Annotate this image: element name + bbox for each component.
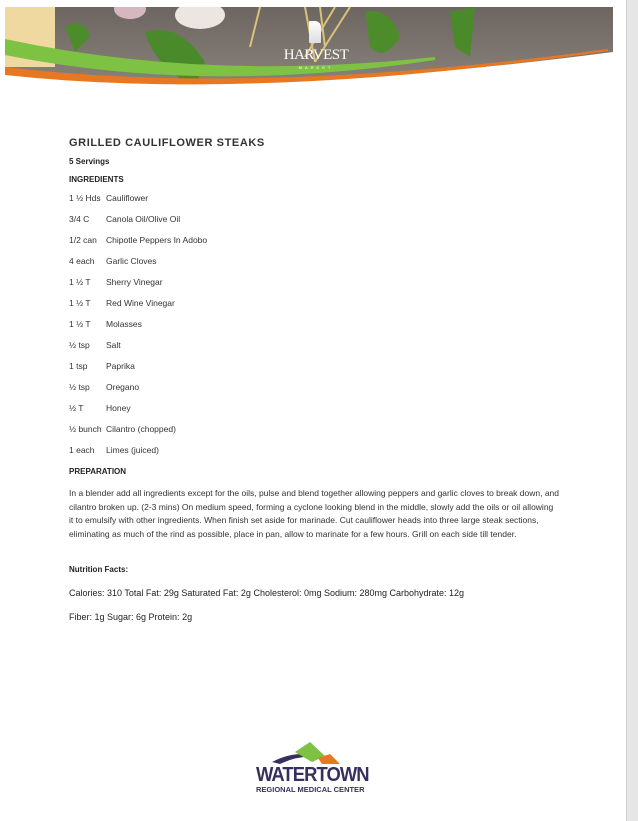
watertown-logo-text: WATERTOWN [256,764,369,786]
ingredients-heading: INGREDIENTS [69,175,124,184]
ingredient-item: Salt [106,340,121,350]
harvest-logo-text: HARVEST [283,47,349,63]
ingredient-row [69,340,121,352]
ingredient-row [69,445,159,457]
ingredient-qty: ½ tsp [69,340,90,350]
ingredient-row [69,235,207,247]
ingredient-qty: 1 each [69,445,95,455]
recipe-title: GRILLED CAULIFLOWER STEAKS [69,137,265,149]
ingredient-item: Garlic Cloves [106,256,157,266]
ingredient-item: Paprika [106,361,135,371]
ingredient-item: Honey [106,403,131,413]
ingredient-item: Red Wine Vinegar [106,298,175,308]
ingredient-qty: 1/2 can [69,235,97,245]
ingredient-qty: 1 ½ T [69,277,91,287]
ingredient-qty: ½ T [69,403,84,413]
ingredient-row [69,424,176,436]
ingredient-item: Canola Oil/Olive Oil [106,214,181,224]
ingredient-qty: 1 ½ T [69,319,91,329]
ingredient-item: Chipotle Peppers In Adobo [106,235,208,245]
ingredient-item: Cauliflower [106,193,149,203]
ingredient-row [69,214,180,226]
preparation-text: In a blender add all ingredients except for the oils, pulse and blend together allowing peppers and garlic cloves to break down, and cilantro broken up. (2-3 mins) On medium speed, forming a cyclone looking blend in the middle, slowly add the oils or oil allowing it to emulsify with other ingredients. When finish set aside for marinade. Cut cauliflower heads into three large steak sections, eliminating as much of the rind as possible, place in pan, allow to marinate for a few hours. Grill on each side till tender. [69,488,560,539]
ingredient-item: Molasses [106,319,142,329]
ingredient-row [69,319,142,331]
ingredient-row [69,361,135,373]
header-banner [5,7,613,89]
nutrition-line-1: Calories: 310 Total Fat: 29g Saturated Fat: 2g Cholesterol: 0mg Sodium: 280mg Carbohydrate: 12g [69,588,465,598]
ingredient-item: Cilantro (chopped) [106,424,176,434]
ingredient-qty: 3/4 C [69,214,90,224]
ingredient-row [69,298,175,310]
ingredient-qty: 1 ½ T [69,298,91,308]
ingredient-row [69,193,148,205]
ingredient-row [69,256,157,268]
preparation-heading: PREPARATION [69,467,127,476]
ingredient-item: Sherry Vinegar [106,277,163,287]
ingredient-qty: 4 each [69,256,95,266]
nutrition-heading: Nutrition Facts: [69,565,129,574]
ingredient-qty: 1 ½ Hds [69,193,101,203]
ingredient-qty: 1 tsp [69,361,88,371]
servings: 5 Servings [69,157,110,166]
ingredient-row [69,382,139,394]
harvest-logo-subtext: MARKET [298,65,334,70]
ingredient-qty: ½ bunch [69,424,102,434]
ingredient-item: Oregano [106,382,140,392]
harvest-logo-icon [309,21,321,43]
ingredient-row [69,277,163,289]
scrollbar-track[interactable] [626,0,638,821]
watertown-logo-subtext: REGIONAL MEDICAL CENTER [256,785,365,794]
nutrition-line-2: Fiber: 1g Sugar: 6g Protein: 2g [69,612,193,622]
ingredient-row [69,403,131,415]
ingredient-qty: ½ tsp [69,382,90,392]
ingredient-item: Limes (juiced) [106,445,159,455]
